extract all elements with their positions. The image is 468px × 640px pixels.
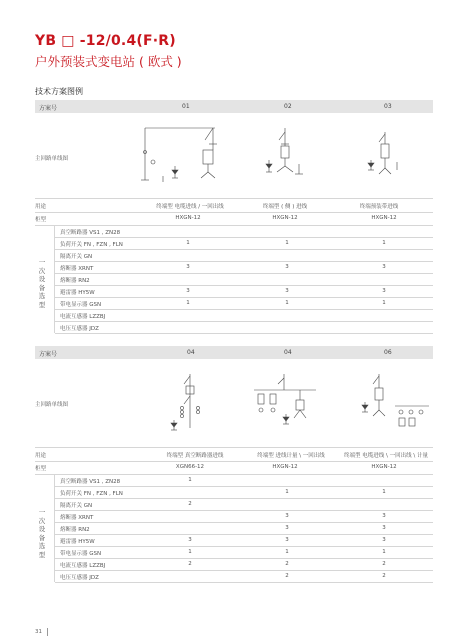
equipment-quantity: 3 [382, 264, 386, 270]
equipment-name: 电压互感器 JDZ [60, 326, 99, 332]
equipment-quantity: 1 [382, 549, 386, 555]
cabinet-value-01: HXGN-12 [175, 215, 201, 221]
equipment-name: 熔断器 RN2 [60, 278, 90, 284]
equipment-name: 避雷器 HY5W [60, 539, 95, 545]
equipment-quantity: 2 [382, 561, 386, 567]
cabinet-value-04b: HXGN-12 [272, 464, 298, 470]
equipment-quantity: 2 [285, 561, 289, 567]
equipment-quantity: 1 [285, 300, 289, 306]
table1-header [35, 100, 433, 113]
equipment-quantity: 3 [382, 513, 386, 519]
equipment-quantity: 3 [382, 537, 386, 543]
page-number: 31 [35, 629, 42, 635]
use-value-03: 终端预装带进线 [359, 204, 399, 210]
cabinet-label: 柜型 [35, 217, 47, 223]
equipment-name: 熔断器 RN2 [60, 527, 90, 533]
equipment-name: 隔离开关 GN [60, 254, 93, 260]
single-line-diagram-01 [135, 122, 225, 192]
scheme-col-2: 02 [284, 103, 292, 110]
use-value-04b: 终端型 进线计量 \ 一回出线 [257, 453, 325, 459]
equipment-quantity: 3 [285, 264, 289, 270]
equipment-quantity: 2 [382, 573, 386, 579]
use-value-04a: 终端型 真空断路器进线 [166, 453, 224, 459]
scheme-label: 方案号 [39, 105, 58, 112]
cabinet-value-04a: XGN66-12 [175, 464, 205, 470]
equipment-quantity: 1 [188, 549, 192, 555]
scheme-col-2: 04 [284, 349, 292, 356]
equipment-quantity: 2 [188, 561, 192, 567]
equipment-name: 熔断器 XRNT [60, 266, 94, 272]
model-title: YB □ -12/0.4(F·R) [35, 33, 176, 49]
equipment-name: 电压互感器 JDZ [60, 575, 99, 581]
single-line-diagram-02 [255, 122, 315, 192]
equipment-quantity: 1 [285, 489, 289, 495]
equipment-quantity: 1 [285, 549, 289, 555]
section-title: 技术方案图例 [35, 87, 83, 96]
cabinet-value-02: HXGN-12 [272, 215, 298, 221]
equipment-name: 真空断路器 VS1 , ZN28 [60, 479, 121, 485]
equipment-quantity: 2 [188, 501, 192, 507]
scheme-col-3: 03 [384, 103, 392, 110]
equipment-quantity: 1 [382, 489, 386, 495]
equipment-quantity: 1 [285, 240, 289, 246]
equipment-name: 真空断路器 VS1 , ZN28 [60, 230, 121, 236]
equipment-quantity: 1 [186, 300, 190, 306]
diagram-label: 主回路单线图 [35, 156, 69, 162]
single-line-diagram-04b [250, 370, 320, 440]
single-line-diagram-03 [355, 122, 415, 192]
product-subtitle: 户外预装式变电站 ( 欧式 ) [35, 54, 182, 69]
equipment-name: 电流互感器 LZZBJ [60, 563, 106, 569]
single-line-diagram-06 [355, 370, 433, 440]
equipment-name: 避雷器 HY5W [60, 290, 95, 296]
equipment-quantity: 3 [285, 288, 289, 294]
equipment-quantity: 3 [285, 513, 289, 519]
single-line-diagram-04a [160, 368, 220, 440]
equipment-quantity: 1 [382, 300, 386, 306]
equipment-quantity: 3 [382, 525, 386, 531]
table2-header [35, 346, 433, 359]
equipment-quantity: 3 [188, 537, 192, 543]
use-label: 用途 [35, 204, 47, 210]
equipment-quantity: 3 [186, 264, 190, 270]
equipment-name: 隔离开关 GN [60, 503, 93, 509]
equipment-quantity: 3 [285, 525, 289, 531]
diagram-label: 主回路单线图 [35, 402, 69, 408]
use-value-02: 终端型 ( 侧 ) 进线 [262, 204, 308, 210]
equipment-name: 电流互感器 LZZBJ [60, 314, 106, 320]
scheme-label: 方案号 [39, 351, 58, 358]
scheme-col-3: 06 [384, 349, 392, 356]
use-value-06: 终端型 电缆进线 \ 一回出线 \ 计量 [344, 453, 428, 459]
equipment-selection-label: 一次设备选型 [38, 258, 46, 309]
equipment-quantity: 1 [382, 240, 386, 246]
use-label: 用途 [35, 453, 47, 459]
equipment-name: 负荷开关 FN , FZN , FLN [60, 491, 123, 497]
cabinet-label: 柜型 [35, 466, 47, 472]
cabinet-value-03: HXGN-12 [371, 215, 397, 221]
equipment-selection-label: 一次设备选型 [38, 508, 46, 559]
equipment-name: 负荷开关 FN , FZN , FLN [60, 242, 123, 248]
equipment-quantity: 3 [186, 288, 190, 294]
equipment-quantity: 3 [382, 288, 386, 294]
equipment-quantity: 1 [186, 240, 190, 246]
equipment-quantity: 2 [285, 573, 289, 579]
equipment-name: 熔断器 XRNT [60, 515, 94, 521]
scheme-col-1: 04 [187, 349, 195, 356]
equipment-quantity: 1 [188, 477, 192, 483]
equipment-quantity: 3 [285, 537, 289, 543]
equipment-name: 带电显示器 GSN [60, 551, 102, 557]
cabinet-value-06: HXGN-12 [371, 464, 397, 470]
use-value-01: 终端型 电缆进线 / 一回出线 [156, 204, 224, 210]
equipment-name: 带电显示器 GSN [60, 302, 102, 308]
scheme-col-1: 01 [182, 103, 190, 110]
